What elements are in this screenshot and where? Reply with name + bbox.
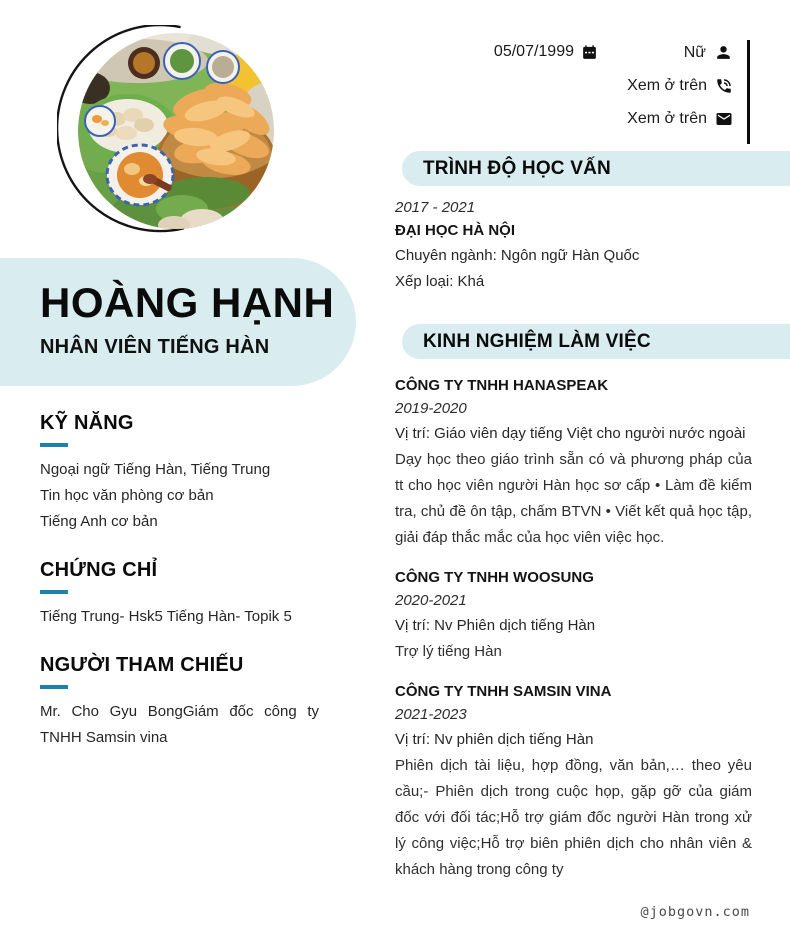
certificates-heading: CHỨNG CHỈ <box>40 559 158 581</box>
education-heading: TRÌNH ĐỘ HỌC VẤN <box>423 157 611 179</box>
job-position: Vị trí: Nv Phiên dịch tiếng Hàn <box>395 617 596 634</box>
education-school: ĐẠI HỌC HÀ NỘI <box>395 222 515 239</box>
section-references <box>40 653 319 751</box>
job-company: CÔNG TY TNHH SAMSIN VINA <box>395 683 612 700</box>
job-period: 2019-2020 <box>395 400 467 417</box>
references-heading: NGƯỜI THAM CHIẾU <box>40 654 244 676</box>
dob-value: 05/07/1999 <box>493 43 574 60</box>
section-underline <box>40 443 68 447</box>
section-skills <box>40 411 319 535</box>
job-description: Dạy học theo giáo trình sẵn có và phương pháp của tt cho học viên người Hàn học sơ cấp • Làm đề kiểm tra, chủ đề ôn tập, chấm BTVN • Viết kết quả học tập, giải đáp thắc mắc của học viên việc học. <box>395 451 752 546</box>
skill-item: Tin học văn phòng cơ bản <box>40 487 214 504</box>
job-company: CÔNG TY TNHH HANASPEAK <box>395 377 609 394</box>
experience-banner <box>402 324 790 359</box>
phone-value: Xem ở trên <box>627 76 707 94</box>
job-period: 2020-2021 <box>395 592 467 609</box>
skill-item: Ngoại ngữ Tiếng Hàn, Tiếng Trung <box>40 461 271 478</box>
name-banner <box>0 258 356 386</box>
job-entry <box>395 680 752 883</box>
gender-value: Nữ <box>683 43 706 61</box>
section-certificates <box>40 558 319 630</box>
education-major: Chuyên ngành: Ngôn ngữ Hàn Quốc <box>395 247 640 264</box>
candidate-title: NHÂN VIÊN TIẾNG HÀN <box>40 336 270 358</box>
job-position: Vị trí: Giáo viên dạy tiếng Việt cho người nước ngoài <box>395 425 746 442</box>
education-grade: Xếp loại: Khá <box>395 273 485 290</box>
experience-heading: KINH NGHIỆM LÀM VIỆC <box>423 330 651 352</box>
site-watermark: @jobgovn.com <box>640 904 750 920</box>
job-period: 2021-2023 <box>395 706 467 723</box>
job-company: CÔNG TY TNHH WOOSUNG <box>395 569 594 586</box>
certificate-item: Tiếng Trung- Hsk5 Tiếng Hàn- Topik 5 <box>40 608 292 625</box>
email-value: Xem ở trên <box>627 109 707 127</box>
candidate-name: HOÀNG HẠNH <box>40 279 335 326</box>
job-position: Vị trí: Nv phiên dịch tiếng Hàn <box>395 731 594 748</box>
skills-heading: KỸ NĂNG <box>40 412 134 434</box>
reference-item: Mr. Cho Gyu BongGiám đốc công ty TNHH Samsin vina <box>40 703 319 746</box>
left-column <box>40 411 319 774</box>
section-underline <box>40 685 68 689</box>
section-underline <box>40 590 68 594</box>
right-column <box>395 0 752 883</box>
education-banner <box>402 151 790 186</box>
education-period: 2017 - 2021 <box>395 199 476 216</box>
job-description: Trợ lý tiếng Hàn <box>395 643 502 660</box>
profile-photo <box>78 33 274 229</box>
job-description: Phiên dịch tài liệu, hợp đồng, văn bản,… theo yêu cầu;- Phiên dịch trong cuộc họp, gặp gỡ của giám đốc với đối tác;Hỗ trợ giám đốc người Hàn trong xử lý công việc;Hỗ trợ biên phiên dịch cho nhân viên & khách hàng trong công ty <box>395 757 752 878</box>
job-entry <box>395 374 752 551</box>
skill-item: Tiếng Anh cơ bản <box>40 513 158 530</box>
job-entry <box>395 566 752 665</box>
